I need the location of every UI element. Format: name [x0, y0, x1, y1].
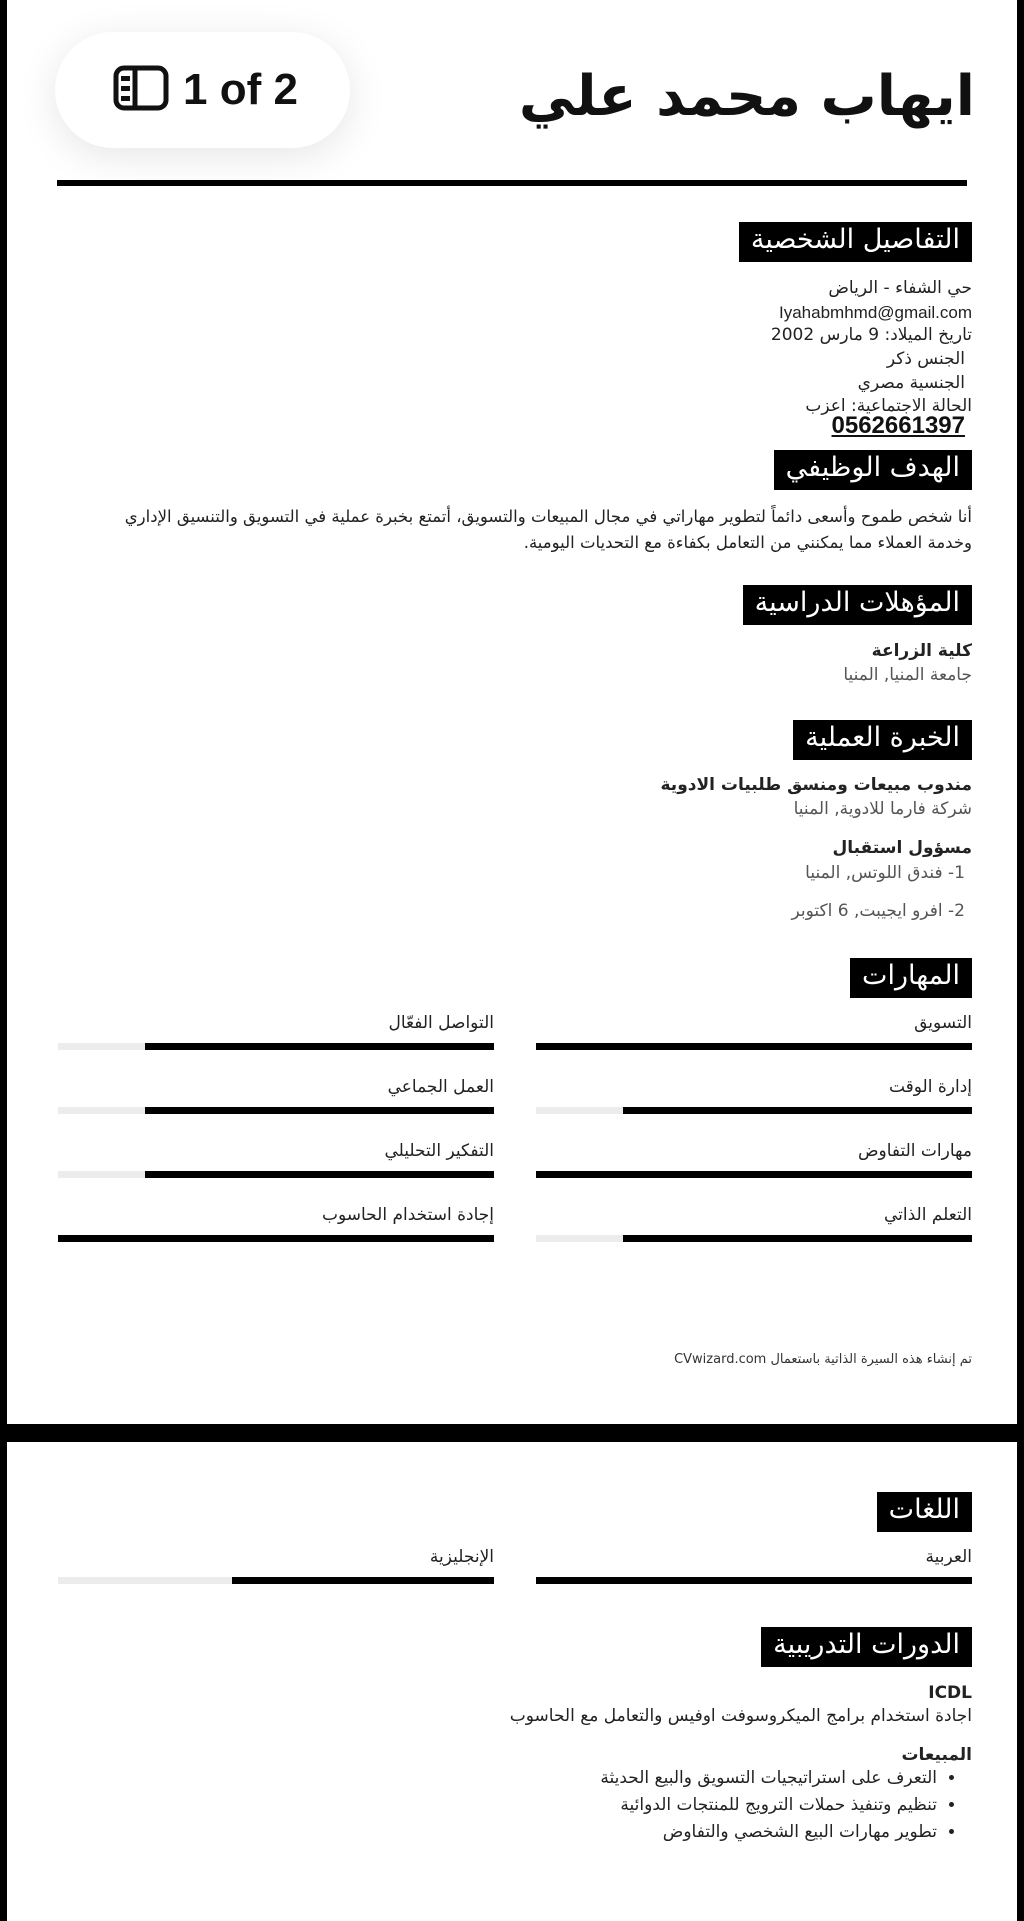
gender-text: الجنس ذكر: [886, 349, 965, 369]
skill-level-fill: [623, 1107, 972, 1114]
education-degree: كلية الزراعة: [871, 641, 972, 661]
course2-title: المبيعات: [901, 1745, 972, 1765]
language-level-fill: [232, 1577, 494, 1584]
footer-credit: تم إنشاء هذه السيرة الذاتية باستعمال CVwizard.com: [674, 1352, 972, 1367]
nationality-text: الجنسية مصري: [857, 373, 965, 393]
skill-level-fill: [58, 1235, 494, 1242]
skill-label: العمل الجماعي: [387, 1077, 494, 1097]
skill-label: التفكير التحليلي: [384, 1141, 494, 1161]
languages-heading: اللغات: [877, 1492, 972, 1532]
experience-heading: الخبرة العملية: [793, 720, 972, 760]
skill-level-fill: [536, 1171, 972, 1178]
language-level-fill: [536, 1577, 972, 1584]
course1-title: ICDL: [928, 1683, 972, 1703]
skill-level-fill: [623, 1235, 972, 1242]
language-level-track: [58, 1577, 494, 1584]
skill-level-fill: [145, 1043, 494, 1050]
skill-level-track: [58, 1107, 494, 1114]
skill-level-fill: [536, 1043, 972, 1050]
skill-level-fill: [145, 1107, 494, 1114]
job2-place-2: 2- افرو ايجيبت, 6 اكتوبر: [791, 901, 965, 921]
course2-bullet-list: [600, 1765, 957, 1846]
skill-label: إدارة الوقت: [888, 1077, 972, 1097]
skill-label: إجادة استخدام الحاسوب: [321, 1205, 494, 1225]
education-school: جامعة المنيا, المنيا: [843, 665, 972, 685]
job1-title: مندوب مبيعات ومنسق طلبيات الادوية: [660, 775, 972, 795]
skill-label: التواصل الفعّال: [388, 1013, 494, 1033]
skill-level-track: [58, 1171, 494, 1178]
page-indicator[interactable]: [55, 32, 350, 148]
list-item: • التعرف على استراتيجيات التسويق والبيع الحديثة: [600, 1765, 937, 1792]
skill-label: التعلم الذاتي: [883, 1205, 972, 1225]
skills-heading: المهارات: [850, 958, 972, 998]
skill-label: التسويق: [914, 1013, 972, 1033]
candidate-name: ايهاب محمد علي: [518, 64, 975, 129]
skill-level-track: [536, 1235, 972, 1242]
marital-status-text: الحالة الاجتماعية: اعزب: [805, 396, 972, 416]
skill-level-track: [536, 1171, 972, 1178]
phone-link[interactable]: 0562661397: [831, 412, 965, 439]
resume-page-2: [7, 1442, 1017, 1921]
page-layout-icon: [113, 65, 169, 115]
skill-level-fill: [145, 1171, 494, 1178]
job1-company: شركة فارما للادوية, المنيا: [793, 799, 972, 819]
job2-title: مسؤول استقبال: [832, 838, 972, 858]
address-text: حي الشفاء - الرياض: [828, 278, 972, 298]
header-divider: [57, 180, 967, 186]
skill-label: مهارات التفاوض: [857, 1141, 972, 1161]
objective-heading: الهدف الوظيفي: [774, 450, 972, 490]
personal-details-heading: التفاصيل الشخصية: [739, 222, 972, 262]
education-heading: المؤهلات الدراسية: [743, 585, 972, 625]
language-level-track: [536, 1577, 972, 1584]
page-indicator-label: 1 of 2: [183, 65, 298, 114]
course1-description: اجادة استخدام برامج الميكروسوفت اوفيس والتعامل مع الحاسوب: [509, 1706, 972, 1726]
courses-heading: الدورات التدريبية: [761, 1627, 972, 1667]
skill-level-track: [536, 1043, 972, 1050]
skill-level-track: [58, 1043, 494, 1050]
skill-level-track: [58, 1235, 494, 1242]
email-text[interactable]: Iyahabmhmd@gmail.com: [779, 303, 972, 322]
objective-text: أنا شخص طموح وأسعى دائماً لتطوير مهاراتي في مجال المبيعات والتسويق، أتمتع بخبرة عملية في التسويق والتنسيق الإداري وخدمة العملاء مما يمكنني من التعامل بكفاءة مع التحديات اليومية.: [124, 507, 972, 552]
list-item: • تطوير مهارات البيع الشخصي والتفاوض: [600, 1819, 937, 1846]
job2-place-1: 1- فندق اللوتس, المنيا: [805, 863, 965, 883]
birth-date-text: تاريخ الميلاد: 9 مارس 2002: [770, 325, 972, 345]
skill-level-track: [536, 1107, 972, 1114]
language-label: الإنجليزية: [429, 1547, 494, 1567]
list-item: • تنظيم وتنفيذ حملات الترويج للمنتجات الدوائية: [600, 1792, 937, 1819]
resume-page-1: [7, 0, 1017, 1424]
language-label: العربية: [925, 1547, 972, 1567]
